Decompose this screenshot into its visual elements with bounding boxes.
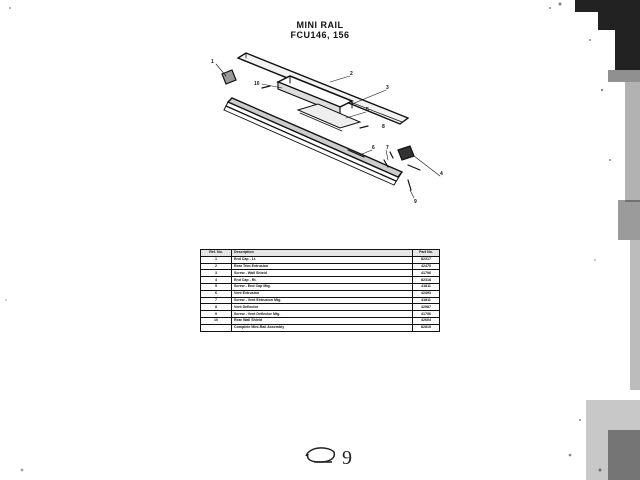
row-description: End Cap - Lt. [232, 256, 413, 263]
row-part: 42493 [413, 290, 440, 297]
table-row [201, 270, 440, 277]
header-ref-no: Ref. No. [201, 250, 232, 257]
row-part: 42987 [413, 304, 440, 311]
table-row [201, 297, 440, 304]
row-description: Complete Mini-Rail Assembly [232, 324, 413, 331]
table-row [201, 256, 440, 263]
callout-10: 10 [254, 81, 260, 87]
row-description: End Cap - Rt. [232, 277, 413, 284]
table-row [201, 324, 440, 331]
row-part: 41811 [413, 283, 440, 290]
row-ref [201, 324, 232, 331]
row-ref: 2 [201, 263, 232, 270]
row-ref: 9 [201, 311, 232, 318]
callout-2: 2 [350, 71, 353, 77]
handwritten-mark [300, 440, 340, 470]
leader-lines [216, 64, 440, 198]
row-part: 82318 [413, 277, 440, 284]
callout-5: 5 [366, 107, 369, 113]
table-row [201, 311, 440, 318]
table-row [201, 290, 440, 297]
callout-3: 3 [386, 85, 389, 91]
callout-1: 1 [211, 59, 214, 65]
header-description: Description [232, 250, 413, 257]
callout-4: 4 [440, 171, 443, 177]
row-ref: 4 [201, 277, 232, 284]
table-row [201, 277, 440, 284]
callout-6: 6 [372, 145, 375, 151]
table-row [201, 304, 440, 311]
table-row [201, 317, 440, 324]
callout-9: 9 [414, 199, 417, 205]
row-description: Screw - Vent Deflector Mtg. [232, 311, 413, 318]
row-ref: 7 [201, 297, 232, 304]
row-part: 41811 [413, 297, 440, 304]
right-end-cap [398, 146, 414, 160]
title-line-2: FCU146, 156 [290, 30, 350, 40]
left-end-cap [222, 70, 236, 84]
title-line-1: MINI RAIL [296, 20, 344, 30]
row-ref: 10 [201, 317, 232, 324]
page-number: 9 [342, 447, 352, 469]
row-ref: 3 [201, 270, 232, 277]
table-header-row [201, 250, 440, 257]
callout-7: 7 [386, 145, 389, 151]
parts-list-table [200, 249, 440, 332]
row-part: 41796 [413, 311, 440, 318]
table-row [201, 283, 440, 290]
row-ref: 8 [201, 304, 232, 311]
row-ref: 1 [201, 256, 232, 263]
row-part: 42604 [413, 317, 440, 324]
row-part: 41796 [413, 270, 440, 277]
header-part-no: Part No. [413, 250, 440, 257]
row-part: 82815 [413, 324, 440, 331]
row-description: Rear Trim Extrusion [232, 263, 413, 270]
row-part: 82317 [413, 256, 440, 263]
row-description: Vent Extrusion [232, 290, 413, 297]
callout-8: 8 [382, 124, 385, 130]
row-part: 42475 [413, 263, 440, 270]
row-description: Screw - Wall Shield [232, 270, 413, 277]
row-description: Screw - Vent Extrusion Mtg. [232, 297, 413, 304]
row-description: Rear Wall Shield [232, 317, 413, 324]
row-ref: 6 [201, 290, 232, 297]
row-ref: 5 [201, 283, 232, 290]
table-row [201, 263, 440, 270]
row-description: Screw - End Cap Mtg. [232, 283, 413, 290]
row-description: Vent Deflector [232, 304, 413, 311]
